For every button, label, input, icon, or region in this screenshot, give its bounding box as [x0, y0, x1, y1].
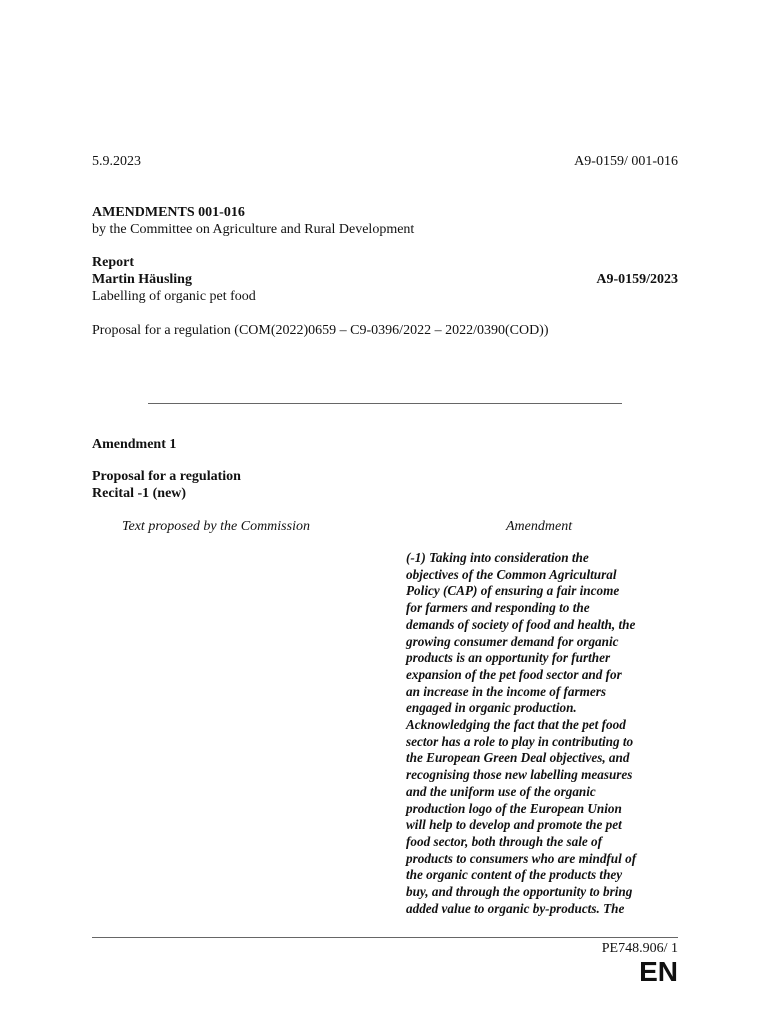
amendment-text-heading: Amendment: [506, 519, 573, 534]
amendment-text-line: (-1) Taking into consideration the: [406, 550, 589, 565]
report-number: A9-0159/2023: [596, 272, 678, 287]
language-code: EN: [639, 956, 678, 987]
amendments-committee: by the Committee on Agriculture and Rural Development: [92, 222, 415, 237]
amendment-text-line: will help to develop and promote the pet: [406, 817, 622, 833]
document-reference: A9-0159/ 001-016: [574, 154, 678, 169]
amendment-text-line: an increase in the income of farmers: [406, 683, 607, 699]
report-title: Labelling of organic pet food: [92, 289, 256, 304]
amendment-text-line: food sector, both through the sale of: [406, 833, 603, 849]
amendment-text-line: products is an opportunity for further: [406, 650, 611, 666]
footer-divider: [92, 937, 678, 938]
amendment-text-line: expansion of the pet food sector and for: [406, 666, 622, 682]
amendment-text-line: the European Green Deal objectives, and: [406, 750, 630, 766]
document-date: 5.9.2023: [92, 154, 141, 169]
amendment-text-line: for farmers and responding to the: [406, 600, 590, 616]
amendment-text-line: Policy (CAP) of ensuring a fair income: [406, 583, 620, 599]
amendment-text-line: the organic content of the products they: [406, 867, 623, 883]
amendment-recital: Recital -1 (new): [92, 486, 187, 501]
amendment-text-line: demands of society of food and health, the: [406, 616, 636, 632]
amendment-text-line: Acknowledging the fact that the pet food: [406, 717, 626, 733]
amendment-proposal-heading: Proposal for a regulation: [92, 469, 241, 484]
amendment-text-line: engaged in organic production.: [406, 700, 577, 716]
amendment-text-line: sector has a role to play in contributing to: [406, 733, 634, 749]
amendments-title: AMENDMENTS 001-016: [92, 205, 245, 220]
report-label: Report: [92, 255, 134, 270]
amendment-text-line: added value to organic by-products. The: [406, 900, 625, 916]
amendment-text-line: and the uniform use of the organic: [406, 783, 596, 799]
amendment-text-line: production logo of the European Union: [406, 800, 622, 816]
section-divider: [148, 403, 622, 404]
commission-text-heading: Text proposed by the Commission: [122, 519, 310, 534]
amendment-text-line: products to consumers who are mindful of: [406, 850, 637, 866]
amendment-text-line: objectives of the Common Agricultural: [406, 566, 617, 582]
amendment-number: Amendment 1: [92, 437, 177, 452]
amendment-text-line: recognising those new labelling measures: [406, 767, 633, 783]
proposal-reference: Proposal for a regulation (COM(2022)0659 – C9-0396/2022 – 2022/0390(COD)): [92, 323, 549, 338]
amendment-text-line: buy, and through the opportunity to bring: [406, 884, 633, 900]
rapporteur-name: Martin Häusling: [92, 272, 192, 287]
amendment-text: [406, 550, 686, 917]
amendment-text-line: growing consumer demand for organic: [406, 633, 619, 649]
footer-reference: PE748.906/ 1: [601, 941, 678, 956]
